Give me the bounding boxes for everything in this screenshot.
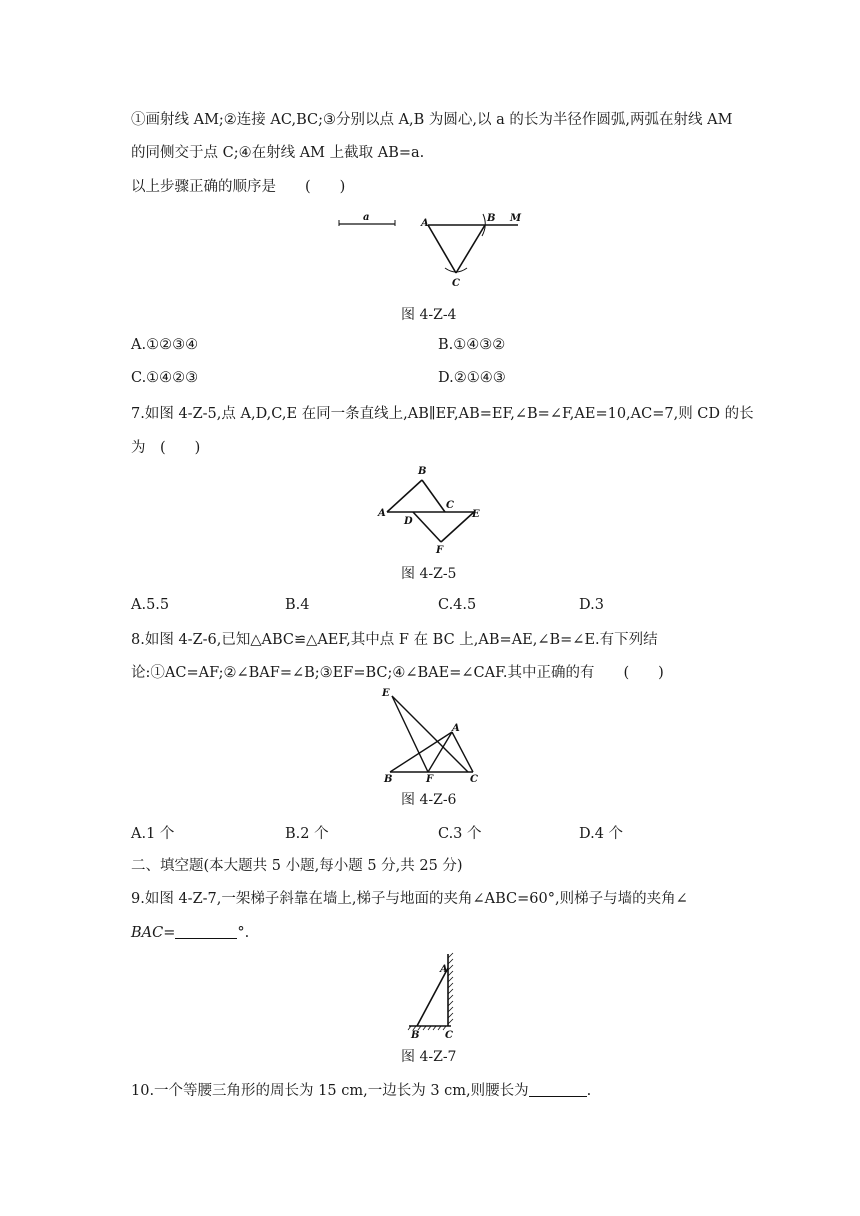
fig5-label-F: F [436,545,444,556]
fig6-label-A: A [452,723,460,734]
q10-suffix: . [586,1083,592,1099]
q6-option-d: D.②①④③ [438,370,506,386]
fig6-label-E: E [382,688,390,699]
q10-text: 10.一个等腰三角形的周长为 15 cm,一边长为 3 cm,则腰长为 [131,1083,529,1099]
q7-option-a: A.5.5 [131,597,170,613]
fig7-label-A: A [440,964,448,975]
figure-caption-4-z-6: 图 4-Z-6 [401,792,457,808]
q8-line1: 8.如图 4-Z-6,已知△ABC≌△AEF,其中点 F 在 BC 上,AB=AE,∠B=∠E.有下列结 [131,632,658,648]
q6-steps-line1: ①画射线 AM;②连接 AC,BC;③分别以点 A,B 为圆心,以 a 的长为半径作圆弧,两弧在射线 AM [131,112,733,128]
q8-option-a: A.1 个 [131,826,175,842]
figure-4-z-4 [335,208,535,293]
figure-4-z-7 [405,950,465,1041]
q8-option-b: B.2 个 [285,826,329,842]
fig4-label-A: A [421,218,429,229]
fig4-label-C: C [452,278,460,289]
fig6-label-B: B [384,774,393,785]
q7-option-d: D.3 [579,597,604,613]
q6-steps-line2: 的同侧交于点 C;④在射线 AM 上截取 AB=a. [131,145,425,161]
fig6-label-F: F [426,774,434,785]
q6-prompt: 以上步骤正确的顺序是 ( ) [131,179,346,195]
q8-line2: 论:①AC=AF;②∠BAF=∠B;③EF=BC;④∠BAE=∠CAF.其中正确的有 ( ) [131,665,664,681]
section-heading: 二、填空题(本大题共 5 小题,每小题 5 分,共 25 分) [131,858,463,874]
q10-line [131,1081,591,1101]
q9-line1: 9.如图 4-Z-7,一架梯子斜靠在墙上,梯子与地面的夹角∠ABC=60°,则梯子与墙的夹角∠ [131,891,688,907]
q7-option-c: C.4.5 [438,597,477,613]
fig4-label-a: a [363,212,370,223]
q7-option-b: B.4 [285,597,310,613]
figure-caption-4-z-4: 图 4-Z-4 [401,307,457,323]
fig7-label-C: C [445,1030,453,1041]
fig4-label-B: B [487,213,496,224]
q6-option-a: A.①②③④ [131,337,199,353]
q8-option-d: D.4 个 [579,826,624,842]
q8-option-c: C.3 个 [438,826,482,842]
figure-4-z-6 [378,686,488,785]
fig5-label-D: D [404,516,413,527]
fig5-label-B: B [418,466,427,477]
fig6-label-C: C [470,774,478,785]
figure-caption-4-z-5: 图 4-Z-5 [401,566,457,582]
fig5-label-A: A [378,508,386,519]
fig4-label-M: M [510,213,522,224]
q7-line1: 7.如图 4-Z-5,点 A,D,C,E 在同一条直线上,AB∥EF,AB=EF,∠B=∠F,AE=10,AC=7,则 CD 的长 [131,406,754,422]
q9-line2 [131,923,249,943]
q9-line2-suffix: °. [237,925,250,941]
q6-option-b: B.①④③② [438,337,506,353]
q7-line2: 为 ( ) [131,440,201,456]
q10-answer-blank[interactable] [529,1082,587,1097]
q6-option-c: C.①④②③ [131,370,199,386]
fig5-label-E: E [472,509,480,520]
fig5-label-C: C [446,500,454,511]
q9-line2-prefix: BAC= [131,925,176,941]
q9-answer-blank[interactable] [175,924,237,939]
fig7-label-B: B [411,1030,420,1041]
figure-caption-4-z-7: 图 4-Z-7 [401,1049,457,1065]
figure-4-z-5 [378,462,488,558]
